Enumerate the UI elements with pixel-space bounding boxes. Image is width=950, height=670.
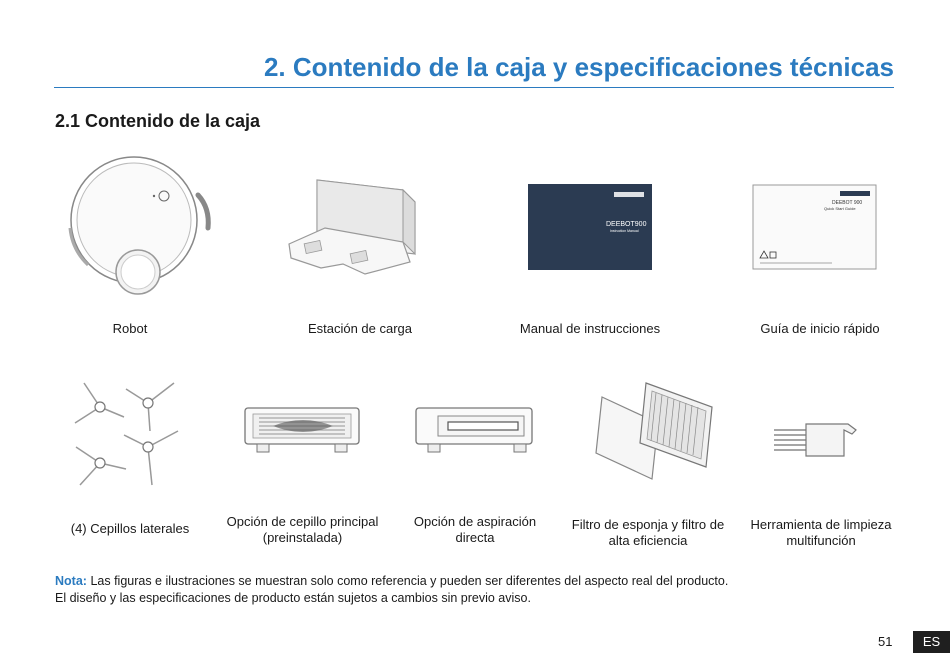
cleaning-tool-icon (772, 422, 858, 462)
robot-icon (58, 150, 218, 300)
note-label: Nota: (55, 574, 87, 588)
svg-text:Instruction Manual: Instruction Manual (610, 229, 639, 233)
charging-dock-label: Estación de carga (307, 321, 413, 336)
direct-suction-option-icon (414, 404, 534, 456)
instruction-manual-icon (528, 184, 652, 272)
charging-dock-icon (285, 172, 425, 282)
language-badge: ES (913, 631, 950, 653)
main-brush-option-icon (243, 404, 361, 456)
section-heading: 2.1 Contenido de la caja (55, 111, 261, 131)
quick-start-guide-icon (752, 184, 878, 272)
page-number: 51 (878, 634, 893, 649)
note-line1: Las figuras e ilustraciones se muestran solo como referencia y pueden ser diferentes del aspecto real del producto. (90, 574, 729, 588)
filter-label: Filtro de esponja y filtro de alta eficiencia (571, 517, 725, 548)
robot-label: Robot (112, 321, 148, 336)
page-title: 2. Contenido de la caja y especificaciones técnicas (263, 52, 894, 82)
cleaning-tool-label: Herramienta de limpieza multifunción (750, 517, 892, 548)
svg-text:Quick Start Guide: Quick Start Guide (824, 206, 856, 211)
instruction-manual-label: Manual de instrucciones (519, 321, 661, 336)
filter-icon (594, 375, 719, 485)
quick-start-guide-label: Guía de inicio rápido (760, 321, 880, 336)
direct-suction-option-label: Opción de aspiración directa (413, 514, 537, 545)
svg-text:DEEBOT900: DEEBOT900 (606, 221, 647, 228)
side-brushes-icon (70, 375, 185, 495)
main-brush-option-label: Opción de cepillo principal (preinstalada) (226, 514, 379, 545)
title-rule (54, 87, 894, 88)
note-line2: El diseño y las especificaciones de producto están sujetos a cambios sin previo aviso. (55, 591, 531, 605)
side-brushes-label: (4) Cepillos laterales (70, 521, 190, 536)
svg-text:DEEBOT 900: DEEBOT 900 (832, 200, 863, 206)
note-block (55, 573, 728, 607)
